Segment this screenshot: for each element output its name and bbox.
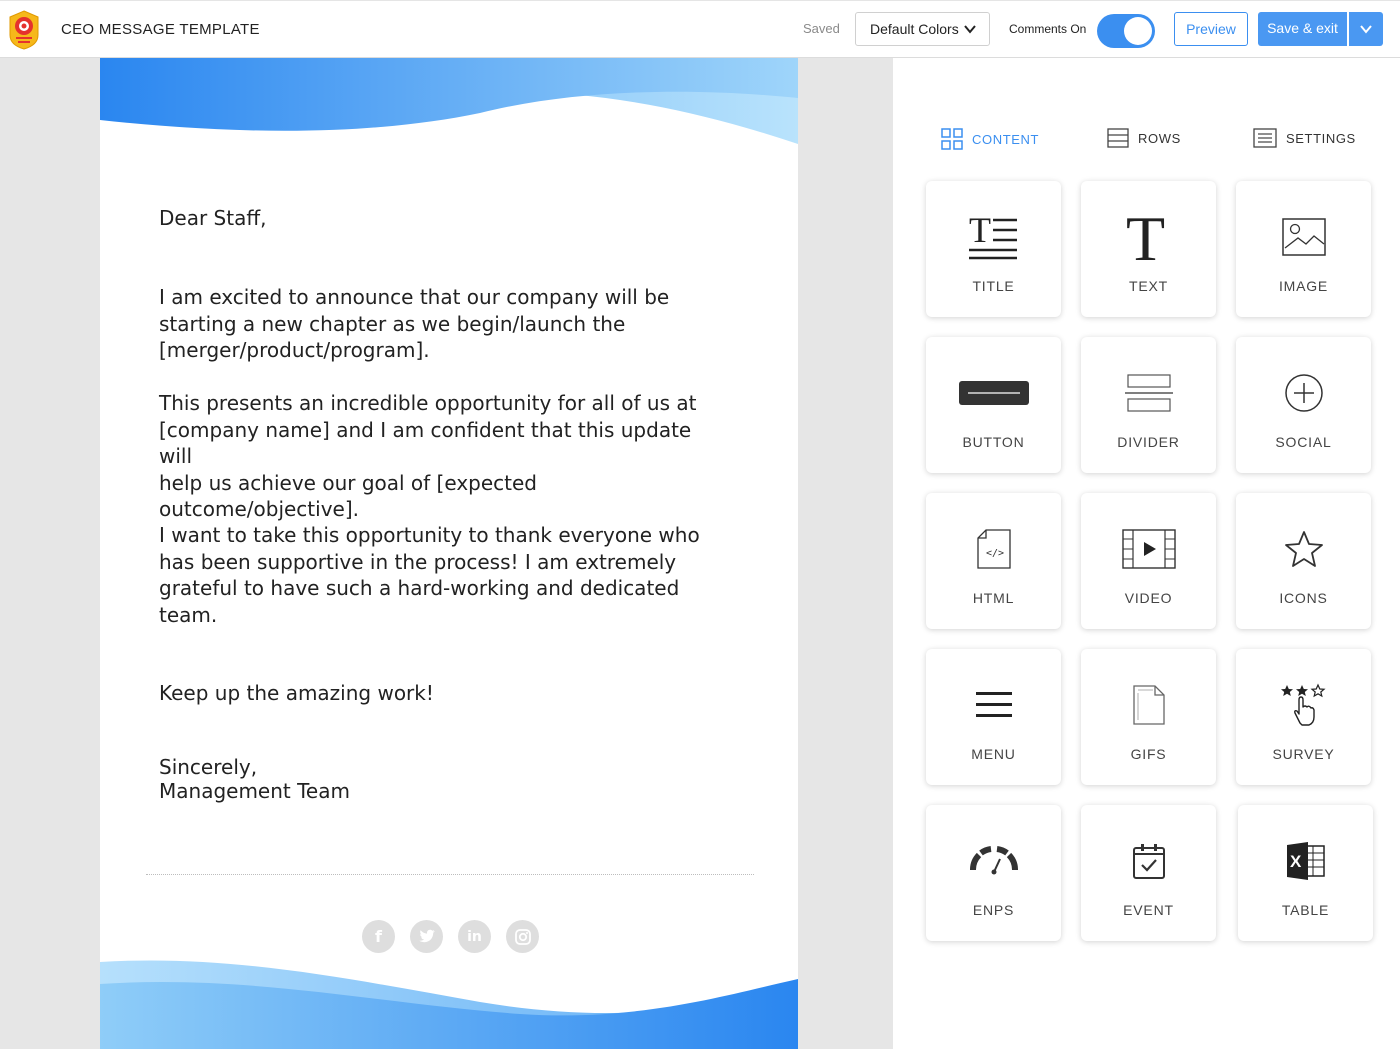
block-button[interactable] bbox=[926, 337, 1061, 473]
facebook-icon[interactable]: f bbox=[362, 920, 395, 953]
email-signoff-block bbox=[159, 756, 719, 803]
block-menu[interactable] bbox=[926, 649, 1061, 785]
block-label: ICONS bbox=[1279, 590, 1328, 606]
tab-rows[interactable] bbox=[1107, 128, 1181, 148]
app-logo[interactable] bbox=[6, 9, 42, 51]
saved-status: Saved bbox=[803, 21, 840, 36]
gif-icon bbox=[1081, 675, 1216, 735]
settings-icon bbox=[1253, 128, 1277, 148]
color-scheme-value: Default Colors bbox=[870, 21, 959, 37]
twitter-icon[interactable] bbox=[410, 920, 443, 953]
tab-settings[interactable] bbox=[1253, 128, 1356, 148]
block-label: SURVEY bbox=[1272, 746, 1335, 762]
svg-text:X: X bbox=[1289, 852, 1301, 871]
block-label: TABLE bbox=[1281, 902, 1330, 918]
block-divider[interactable] bbox=[1081, 337, 1216, 473]
text-line: outcome/objective]. bbox=[159, 497, 359, 521]
text-line: help us achieve our goal of [expected bbox=[159, 470, 537, 495]
video-icon bbox=[1081, 519, 1216, 579]
text-line: grateful to have such a hard-working and dedicated bbox=[159, 576, 680, 600]
svg-text:</>: </> bbox=[985, 548, 1004, 559]
text-line: has been supportive in the process! I am extremely bbox=[159, 549, 677, 574]
email-greeting: Dear Staff, bbox=[159, 206, 267, 230]
text-line: starting a new chapter as we begin/launch the bbox=[159, 311, 626, 336]
block-image[interactable] bbox=[1236, 181, 1371, 317]
block-label: BUTTON bbox=[962, 434, 1025, 450]
block-event[interactable] bbox=[1081, 805, 1216, 941]
star-icon bbox=[1236, 519, 1371, 579]
block-label: GIFS bbox=[1130, 746, 1167, 762]
header-wave bbox=[100, 58, 798, 168]
block-label: DIVIDER bbox=[1117, 434, 1180, 450]
image-icon bbox=[1236, 207, 1371, 267]
blocks-panel bbox=[893, 58, 1400, 1049]
block-survey[interactable] bbox=[1236, 649, 1371, 785]
svg-text:T: T bbox=[968, 212, 991, 250]
color-scheme-select[interactable] bbox=[855, 12, 990, 46]
comments-label: Comments On bbox=[1009, 22, 1087, 36]
toggle-knob bbox=[1124, 17, 1152, 45]
linkedin-icon[interactable]: in bbox=[458, 920, 491, 953]
block-label: IMAGE bbox=[1278, 278, 1329, 294]
block-label: EVENT bbox=[1123, 902, 1174, 918]
block-label: HTML bbox=[972, 590, 1015, 606]
text-icon bbox=[1081, 207, 1216, 267]
block-label: ENPS bbox=[972, 902, 1015, 918]
top-bar bbox=[0, 0, 1400, 58]
editor-canvas bbox=[0, 58, 893, 1049]
survey-icon bbox=[1236, 675, 1371, 735]
tab-content[interactable] bbox=[941, 128, 1039, 150]
text-line: I want to take this opportunity to thank everyone who bbox=[159, 523, 700, 547]
tab-settings-label: SETTINGS bbox=[1286, 130, 1356, 146]
email-paragraph-2 bbox=[159, 390, 719, 523]
text-line: [company name] and I am confident that this update will bbox=[159, 417, 692, 468]
block-enps[interactable] bbox=[926, 805, 1061, 941]
block-label: TITLE bbox=[972, 278, 1015, 294]
block-label: TEXT bbox=[1129, 278, 1168, 294]
calendar-icon bbox=[1081, 831, 1216, 891]
block-icons[interactable] bbox=[1236, 493, 1371, 629]
text-line: team. bbox=[159, 602, 218, 627]
block-social[interactable] bbox=[1236, 337, 1371, 473]
block-text[interactable] bbox=[1081, 181, 1216, 317]
email-paragraph-3 bbox=[159, 522, 719, 628]
rows-icon bbox=[1107, 128, 1129, 148]
social-links bbox=[362, 920, 539, 953]
title-icon bbox=[926, 207, 1061, 267]
document-title: CEO MESSAGE TEMPLATE bbox=[61, 21, 260, 38]
email-paragraph-1 bbox=[159, 284, 719, 364]
save-options-button[interactable] bbox=[1349, 12, 1383, 46]
tab-content-label: CONTENT bbox=[972, 131, 1040, 147]
text-line: This presents an incredible opportunity for all of us at bbox=[159, 391, 697, 415]
text-line: I am excited to announce that our company will be bbox=[159, 285, 670, 309]
html-icon bbox=[926, 519, 1061, 579]
menu-icon bbox=[926, 675, 1061, 735]
block-label: MENU bbox=[971, 746, 1016, 762]
block-video[interactable] bbox=[1081, 493, 1216, 629]
chevron-down-icon bbox=[963, 22, 977, 39]
svg-text:T: T bbox=[1125, 208, 1165, 266]
social-icon bbox=[1236, 363, 1371, 423]
tab-rows-label: ROWS bbox=[1138, 130, 1181, 146]
signoff: Sincerely, bbox=[159, 755, 258, 779]
block-title[interactable] bbox=[926, 181, 1061, 317]
block-gifs[interactable] bbox=[1081, 649, 1216, 785]
footer-wave bbox=[100, 954, 798, 1049]
save-exit-button[interactable]: Save & exit bbox=[1258, 12, 1347, 46]
panel-tabs bbox=[893, 128, 1400, 158]
email-divider bbox=[146, 874, 754, 875]
email-closing: Keep up the amazing work! bbox=[159, 681, 434, 705]
instagram-icon[interactable] bbox=[506, 920, 539, 953]
chevron-down-icon bbox=[1359, 24, 1373, 34]
block-label: VIDEO bbox=[1124, 590, 1173, 606]
text-line: [merger/product/program]. bbox=[159, 338, 430, 362]
gauge-icon bbox=[926, 831, 1061, 891]
comments-toggle[interactable] bbox=[1097, 14, 1155, 48]
grid-icon bbox=[941, 128, 963, 150]
block-table[interactable] bbox=[1238, 805, 1373, 941]
button-icon bbox=[926, 363, 1061, 423]
divider-icon bbox=[1081, 363, 1216, 423]
email-preview[interactable] bbox=[100, 58, 798, 1049]
preview-button[interactable]: Preview bbox=[1174, 12, 1248, 46]
block-html[interactable] bbox=[926, 493, 1061, 629]
excel-icon bbox=[1238, 831, 1373, 891]
block-label: SOCIAL bbox=[1275, 434, 1332, 450]
signature: Management Team bbox=[159, 778, 350, 803]
